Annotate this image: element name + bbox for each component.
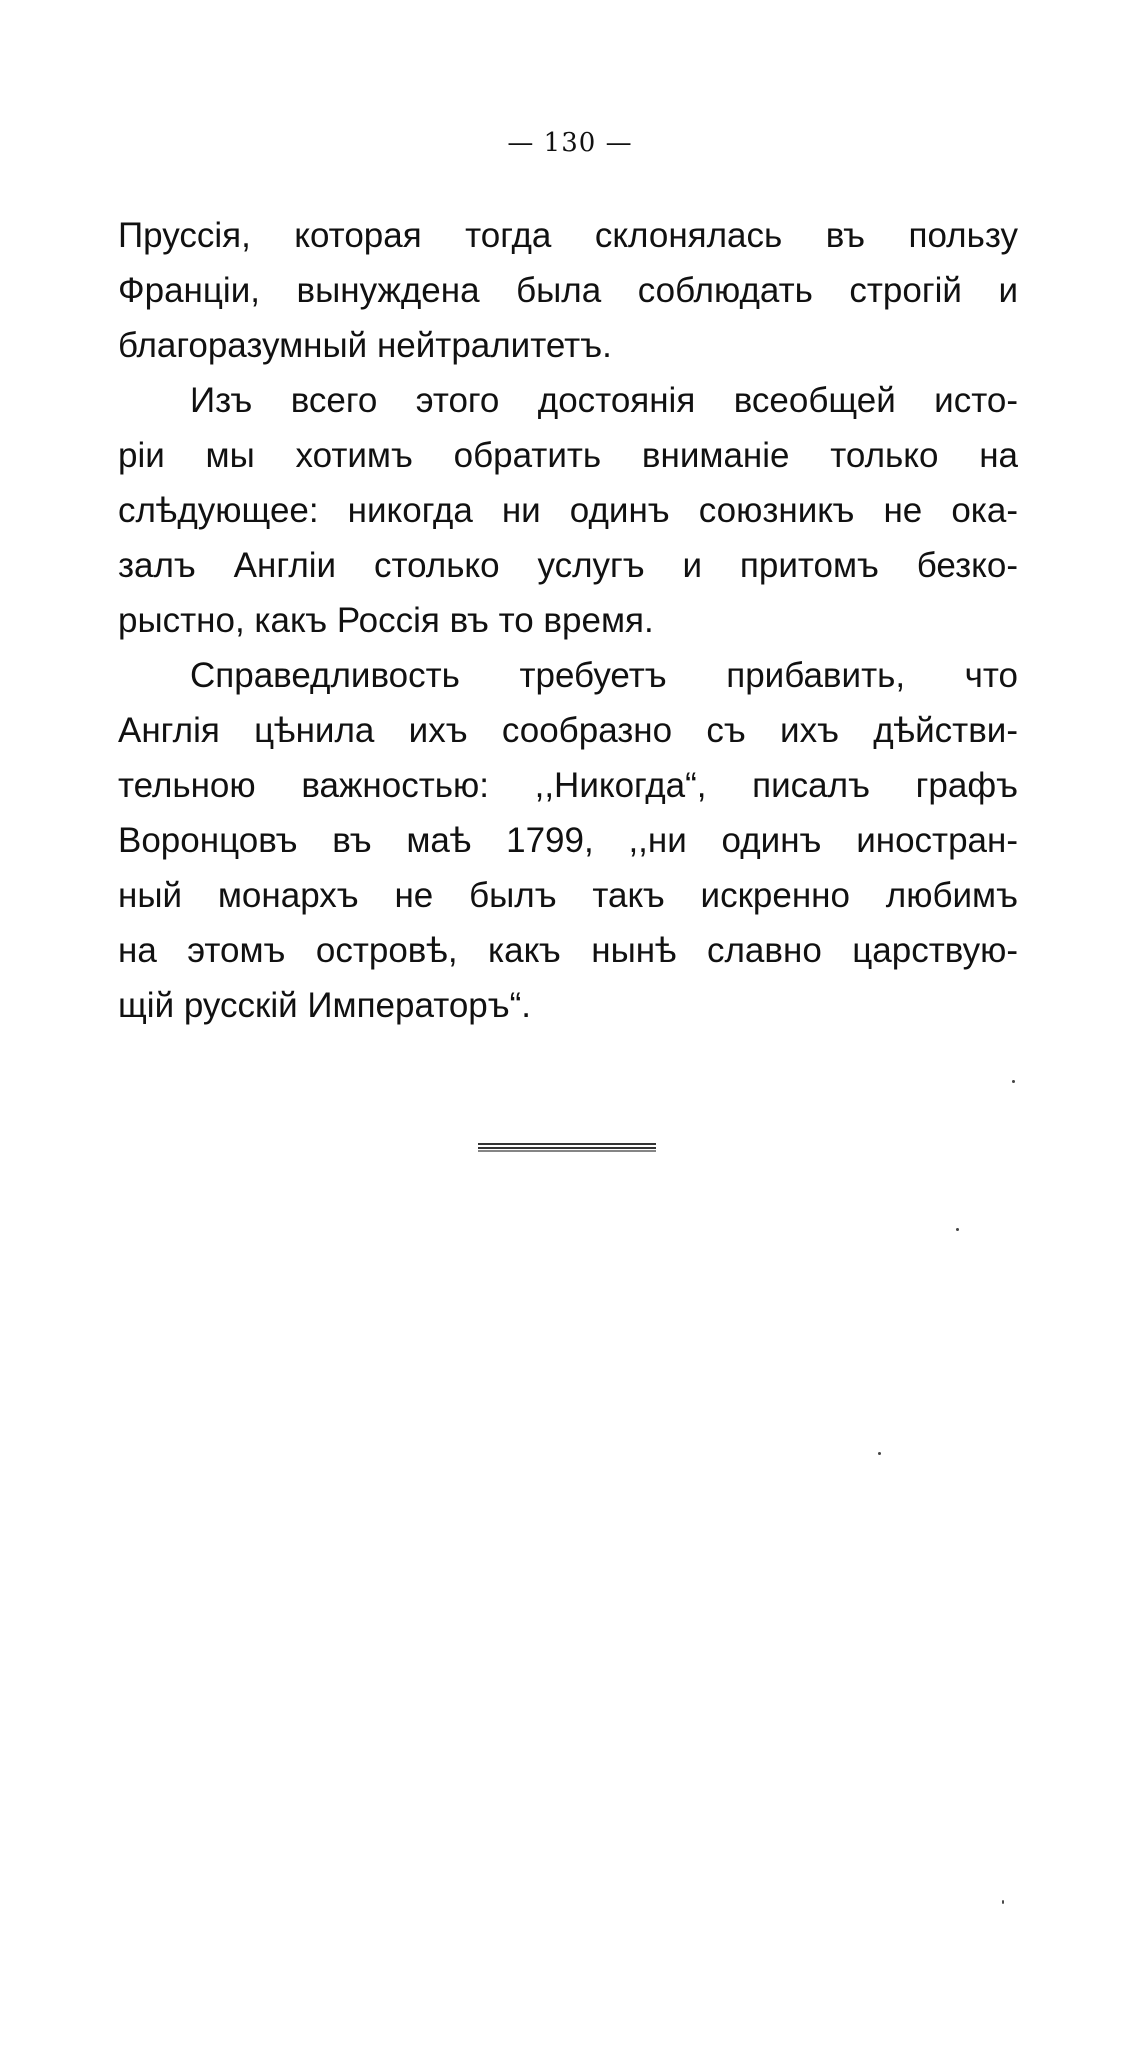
- page-number: — 130 —: [507, 128, 633, 158]
- text-line: щій русскій Императоръ“.: [118, 986, 532, 1025]
- text-line: слѣдующее: никогда ни одинъ союзникъ не ока-: [118, 491, 1018, 530]
- section-divider: [478, 1143, 656, 1151]
- text-line: Справедливость требуетъ прибавить, что: [190, 656, 1018, 695]
- text-line: Англія цѣнила ихъ сообразно съ ихъ дѣйстви-: [118, 711, 1018, 750]
- divider-rule: [478, 1150, 656, 1152]
- paragraph-1: [118, 208, 1018, 373]
- text-line: Воронцовъ въ маѣ 1799, ,,ни одинъ иностран-: [118, 821, 1018, 860]
- text-line: Франціи, вынуждена была соблюдать строгій и: [118, 271, 1018, 310]
- text-line: ный монархъ не былъ такъ искренно любимъ: [118, 876, 1018, 915]
- divider-rule: [478, 1147, 656, 1149]
- text-line: рыстно, какъ Россія въ то время.: [118, 601, 654, 640]
- text-line: залъ Англіи столько услугъ и притомъ безко-: [118, 546, 1018, 585]
- paragraph-2: [118, 373, 1018, 648]
- body-text: [118, 208, 1018, 1033]
- paragraph-3: [118, 648, 1018, 1033]
- text-line: тельною важностью: ,,Никогда“, писалъ графъ: [118, 766, 1018, 805]
- text-line: ріи мы хотимъ обратить вниманіе только на: [118, 436, 1018, 475]
- text-line: на этомъ островѣ, какъ нынѣ славно царствую-: [118, 931, 1018, 970]
- scan-speck: [1002, 1900, 1004, 1904]
- text-line: Пруссія, которая тогда склонялась въ пользу: [118, 216, 1018, 255]
- scan-speck: [1012, 1080, 1015, 1083]
- scan-speck: [878, 1452, 881, 1455]
- divider-rule: [478, 1143, 656, 1145]
- text-line: Изъ всего этого достоянія всеобщей исто-: [190, 381, 1018, 420]
- text-line: благоразумный нейтралитетъ.: [118, 326, 612, 365]
- scan-speck: [956, 1228, 959, 1231]
